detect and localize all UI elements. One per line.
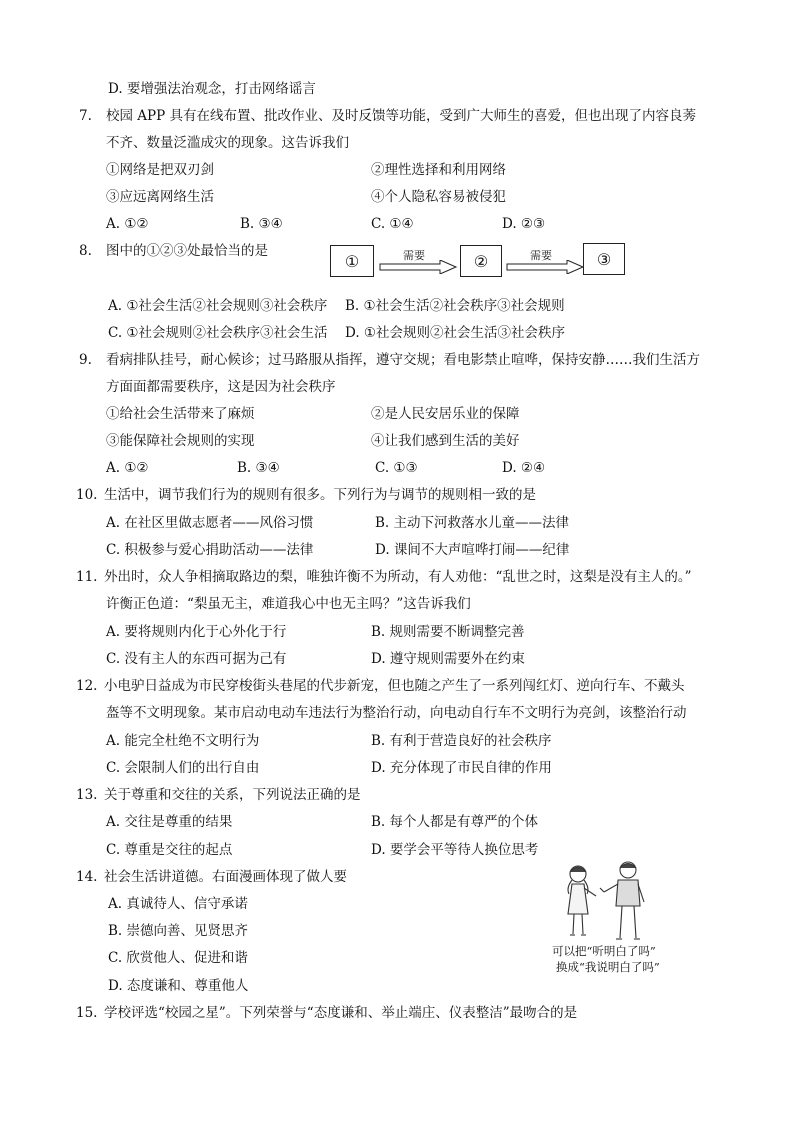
q7-statement-3: ③应远离网络生活 <box>106 189 214 205</box>
q7-stem-line1: 校园 APP 具有在线布置、批改作业、及时反馈等功能，受到广大师生的喜爱，但也出现了内容良莠 <box>106 108 696 124</box>
q13-stem: 关于尊重和交往的关系，下列说法正确的是 <box>104 787 361 803</box>
q9-option-c: C. ①③ <box>375 460 418 476</box>
q14-option-b: B. 崇德向善、见贤思齐 <box>108 923 249 939</box>
q8-option-c: C. ①社会规则②社会秩序③社会生活 <box>108 325 328 341</box>
q9-option-b: B. ③④ <box>237 460 280 476</box>
q8-stem: 图中的①②③处最恰当的是 <box>106 243 268 259</box>
q11-option-d: D. 遵守规则需要外在约束 <box>371 651 525 667</box>
q13-number: 13. <box>76 787 98 803</box>
q8-box-1: ① <box>330 245 374 277</box>
q11-stem-line2: 许衡正色道：“梨虽无主，难道我心中也无主吗？”这告诉我们 <box>106 596 471 612</box>
cartoon-caption-line1: 可以把“听明白了吗” <box>552 944 656 958</box>
q12-option-a: A. 能完全杜绝不文明行为 <box>106 733 260 749</box>
q15-stem: 学校评选“校园之星”。下列荣誉与“态度谦和、举止端庄、仪表整洁”最吻合的是 <box>104 1005 578 1021</box>
q8-arrow-1 <box>378 260 458 274</box>
cartoon-caption-line2: 换成“我说明白了吗” <box>556 960 660 974</box>
q9-stem-line2: 方面面都需要秩序，这是因为社会秩序 <box>106 379 336 395</box>
q6-option-d: D. 要增强法治观念，打击网络谣言 <box>108 81 316 97</box>
q8-box-3: ③ <box>583 243 625 275</box>
q11-stem-line1: 外出时，众人争相摘取路边的梨，唯独许衡不为所动，有人劝他：“乱世之时，这梨是没有主人的。” <box>104 569 692 585</box>
q7-statement-2: ②理性选择和利用网络 <box>371 162 506 178</box>
q10-option-c: C. 积极参与爱心捐助活动——法律 <box>106 542 314 558</box>
cartoon-illustration <box>560 858 660 944</box>
q10-option-a: A. 在社区里做志愿者——风俗习惯 <box>106 515 314 531</box>
q10-option-d: D. 课间不大声喧哗打闹——纪律 <box>375 542 570 558</box>
q14-option-a: A. 真诚待人、信守承诺 <box>108 896 248 912</box>
q7-statement-1: ①网络是把双刃剑 <box>106 162 214 178</box>
q14-option-c: C. 欣赏他人、促进和谐 <box>108 950 248 966</box>
q9-number: 9. <box>79 352 92 368</box>
q9-statement-1: ①给社会生活带来了麻烦 <box>106 406 255 422</box>
q9-option-a: A. ①② <box>106 460 149 476</box>
q11-option-c: C. 没有主人的东西可据为己有 <box>106 651 287 667</box>
q12-option-d: D. 充分体现了市民自律的作用 <box>371 760 552 776</box>
q7-statement-4: ④个人隐私容易被侵犯 <box>371 189 506 205</box>
q11-number: 11. <box>76 569 98 585</box>
q13-option-b: B. 每个人都是有尊严的个体 <box>371 814 539 830</box>
q13-option-d: D. 要学会平等待人换位思考 <box>371 842 539 858</box>
q9-option-d: D. ②④ <box>502 460 546 476</box>
q8-number: 8. <box>79 243 92 259</box>
q8-arrow-2 <box>505 260 585 274</box>
q14-number: 14. <box>76 869 98 885</box>
q10-option-b: B. 主动下河救落水儿童——法律 <box>375 515 570 531</box>
q11-option-b: B. 规则需要不断调整完善 <box>371 624 525 640</box>
q8-option-b: B. ①社会生活②社会秩序③社会规则 <box>345 298 565 314</box>
q14-stem: 社会生活讲道德。右面漫画体现了做人要 <box>104 869 347 885</box>
q7-option-d: D. ②③ <box>502 216 546 232</box>
q12-option-b: B. 有利于营造良好的社会秩序 <box>371 733 552 749</box>
q12-stem-line1: 小电驴日益成为市民穿梭街头巷尾的代步新宠，但也随之产生了一系列闯红灯、逆向行车、不戴头 <box>104 678 685 694</box>
q9-statement-2: ②是人民安居乐业的保障 <box>371 406 520 422</box>
q7-option-b: B. ③④ <box>240 216 283 232</box>
q14-option-d: D. 态度谦和、尊重他人 <box>108 978 249 994</box>
q8-box-2: ② <box>460 245 502 277</box>
q10-number: 10. <box>76 487 98 503</box>
q13-option-c: C. 尊重是交往的起点 <box>106 842 233 858</box>
q11-option-a: A. 要将规则内化于心外化于行 <box>106 624 287 640</box>
q10-stem: 生活中，调节我们行为的规则有很多。下列行为与调节的规则相一致的是 <box>104 487 536 503</box>
q8-option-d: D. ①社会规则②社会生活③社会秩序 <box>345 325 566 341</box>
q9-statement-4: ④让我们感到生活的美好 <box>371 433 520 449</box>
q12-option-c: C. 会限制人们的出行自由 <box>106 760 260 776</box>
q8-arrow-1-label: 需要 <box>403 249 425 262</box>
q12-number: 12. <box>76 678 98 694</box>
q8-option-a: A. ①社会生活②社会规则③社会秩序 <box>108 298 328 314</box>
q7-stem-line2: 不齐、数量泛滥成灾的现象。这告诉我们 <box>106 135 349 151</box>
q7-option-a: A. ①② <box>106 216 149 232</box>
q12-stem-line2: 盔等不文明现象。某市启动电动车违法行为整治行动，向电动自行车不文明行为亮剑，该整治行动 <box>106 705 687 721</box>
q7-option-c: C. ①④ <box>371 216 414 232</box>
q15-number: 15. <box>76 1005 98 1021</box>
q7-number: 7. <box>79 108 92 124</box>
q9-stem-line1: 看病排队挂号，耐心候诊；过马路服从指挥，遵守交规；看电影禁止喧哗，保持安静……我们生活方 <box>106 352 700 368</box>
q13-option-a: A. 交往是尊重的结果 <box>106 814 233 830</box>
q8-arrow-2-label: 需要 <box>530 249 552 262</box>
q9-statement-3: ③能保障社会规则的实现 <box>106 433 255 449</box>
